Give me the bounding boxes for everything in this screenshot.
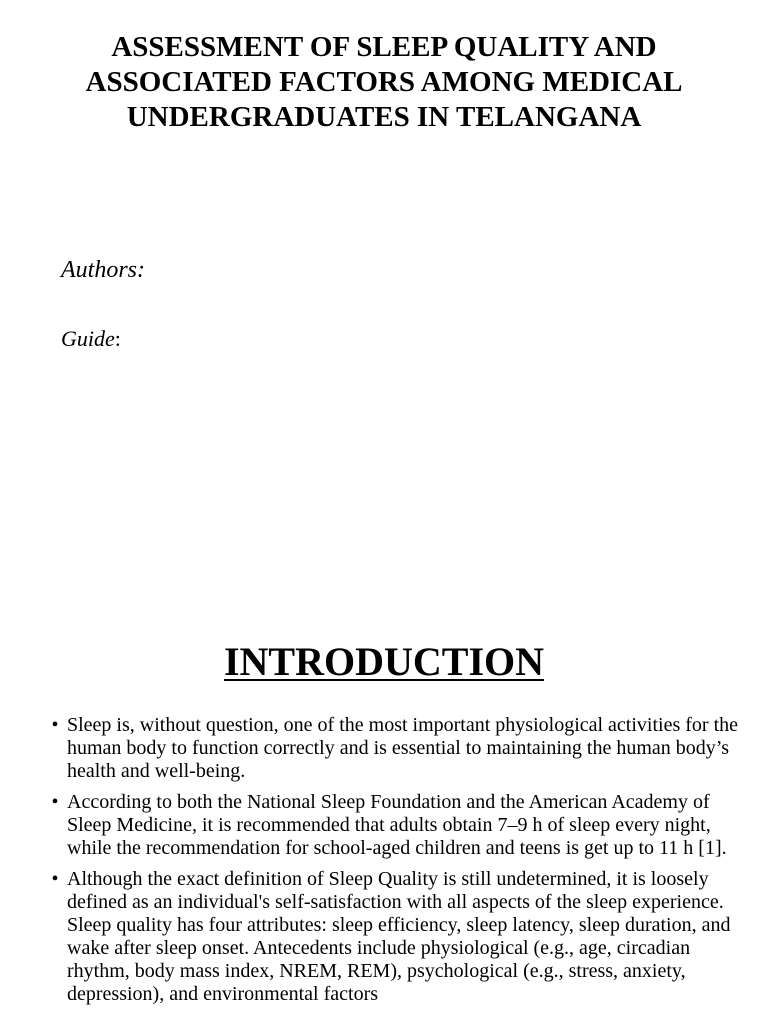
bullet-text: According to both the National Sleep Foundation and the American Academy of Sleep Medicine, it is recommended that adults obtain 7–9 h of sleep every night, while the recommendation for school-aged children and teens is get up to 11 h [1]. <box>67 791 727 859</box>
bullet-icon: • <box>51 791 59 813</box>
introduction-bullet-list <box>48 714 738 1014</box>
bullet-item-sleep-quality-definition <box>48 868 738 1006</box>
bullet-text: Although the exact definition of Sleep Quality is still undetermined, it is loosely defined as an individual's self-satisfaction with all aspects of the sleep experience. Sleep quality has four attributes: sleep efficiency, sleep latency, sleep duration, and wake after sleep onset. Antecedents include physiological (e.g., age, circadian rhythm, body mass index, NREM, REM), psychological (e.g., stress, anxiety, depression), and environmental factors <box>67 868 731 1005</box>
guide-colon: : <box>114 326 121 351</box>
bullet-icon: • <box>51 868 59 890</box>
authors-label: Authors: <box>61 257 145 283</box>
introduction-heading: INTRODUCTION <box>223 639 545 684</box>
bullet-icon: • <box>51 714 59 736</box>
bullet-text: Sleep is, without question, one of the most important physiological activities for the human body to function correctly and is essential to maintaining the human body’s health and well-being. <box>67 714 739 782</box>
bullet-item-sleep-recommendation <box>48 791 738 860</box>
document-title: ASSESSMENT OF SLEEP QUALITY AND ASSOCIATED FACTORS AMONG MEDICAL UNDERGRADUATES IN TELANGANA <box>85 31 683 133</box>
bullet-item-sleep-importance <box>48 714 738 783</box>
guide-label: Guide <box>61 326 115 351</box>
guide-line <box>61 325 121 353</box>
